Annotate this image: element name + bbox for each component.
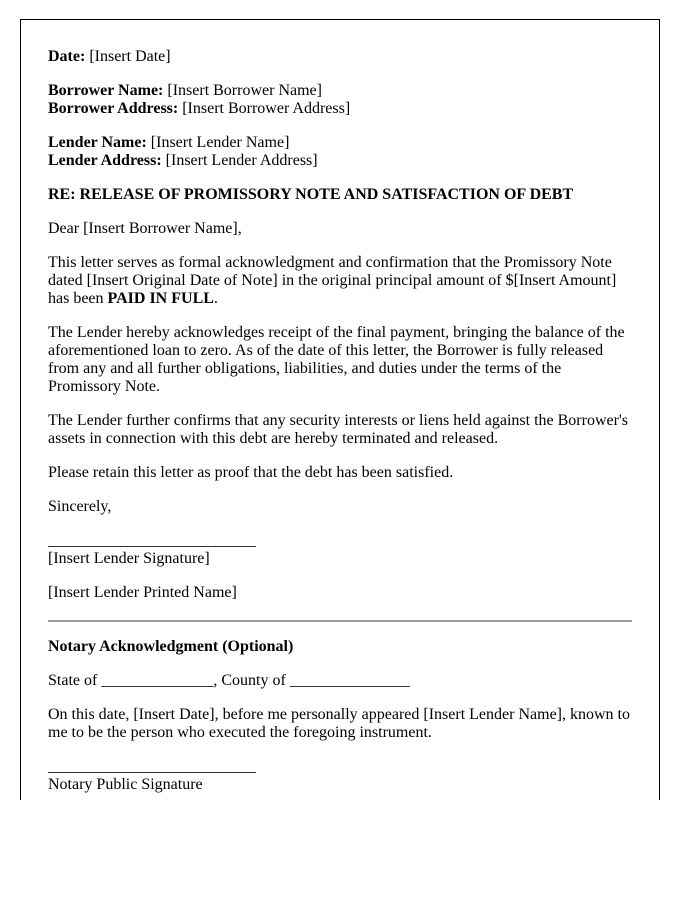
county-of-label: , County of: [213, 672, 286, 689]
notary-heading: Notary Acknowledgment (Optional): [48, 638, 294, 655]
borrower-name-value: [Insert Borrower Name]: [167, 82, 322, 99]
date-label: Date:: [48, 48, 86, 65]
lender-signature-caption: [Insert Lender Signature]: [48, 550, 210, 567]
subject-line: RE: RELEASE OF PROMISSORY NOTE AND SATISFACTION OF DEBT: [48, 186, 574, 203]
notary-body: On this date, [Insert Date], before me personally appeared [Insert Lender Name], known to me to be the person who executed the foregoing instrument.: [48, 706, 630, 741]
section-divider: [48, 620, 632, 622]
lender-block: [48, 134, 632, 170]
paragraph-retain: Please retain this letter as proof that the debt has been satisfied.: [48, 464, 454, 481]
state-of-label: State of: [48, 672, 98, 689]
lender-address-label: Lender Address:: [48, 152, 162, 169]
paragraph-text: This letter serves as formal acknowledgment and confirmation that the Promissory Note dated [Insert Original Date of Note] in the original principal amount of $[Insert Amount] has been: [48, 254, 617, 307]
salutation: Dear [Insert Borrower Name],: [48, 220, 242, 237]
lender-signature-line: __________________________: [48, 532, 256, 549]
date-line: [48, 48, 632, 66]
borrower-address-label: Borrower Address:: [48, 100, 179, 117]
paragraph-liens: The Lender further confirms that any security interests or liens held against the Borrower's assets in connection with this debt are hereby terminated and released.: [48, 412, 629, 447]
borrower-name-label: Borrower Name:: [48, 82, 164, 99]
paragraph-text: .: [213, 290, 218, 307]
lender-name-label: Lender Name:: [48, 134, 147, 151]
lender-printed-name-caption: [Insert Lender Printed Name]: [48, 584, 237, 601]
closing: Sincerely,: [48, 498, 112, 515]
borrower-address-value: [Insert Borrower Address]: [182, 100, 351, 117]
paragraph-paid-in-full: [48, 254, 632, 308]
paragraph-release: The Lender hereby acknowledges receipt of the final payment, bringing the balance of the aforementioned loan to zero. As of the date of this letter, the Borrower is fully released from any and all further obligations, liabilities, and duties under the terms of the Promissory Note.: [48, 324, 625, 395]
paid-in-full-emphasis: PAID IN FULL: [107, 290, 214, 307]
borrower-block: [48, 82, 632, 118]
date-value: [Insert Date]: [89, 48, 171, 65]
state-blank-line: ______________: [101, 672, 214, 689]
notary-state-county-line: [48, 672, 632, 690]
notary-signature-line: __________________________: [48, 758, 256, 775]
lender-address-value: [Insert Lender Address]: [165, 152, 318, 169]
notary-signature-caption: Notary Public Signature: [48, 776, 203, 793]
county-blank-line: _______________: [289, 672, 410, 689]
lender-signature-block: [48, 532, 632, 568]
lender-name-value: [Insert Lender Name]: [150, 134, 290, 151]
notary-signature-block: [48, 758, 632, 794]
document-page: [20, 19, 660, 800]
